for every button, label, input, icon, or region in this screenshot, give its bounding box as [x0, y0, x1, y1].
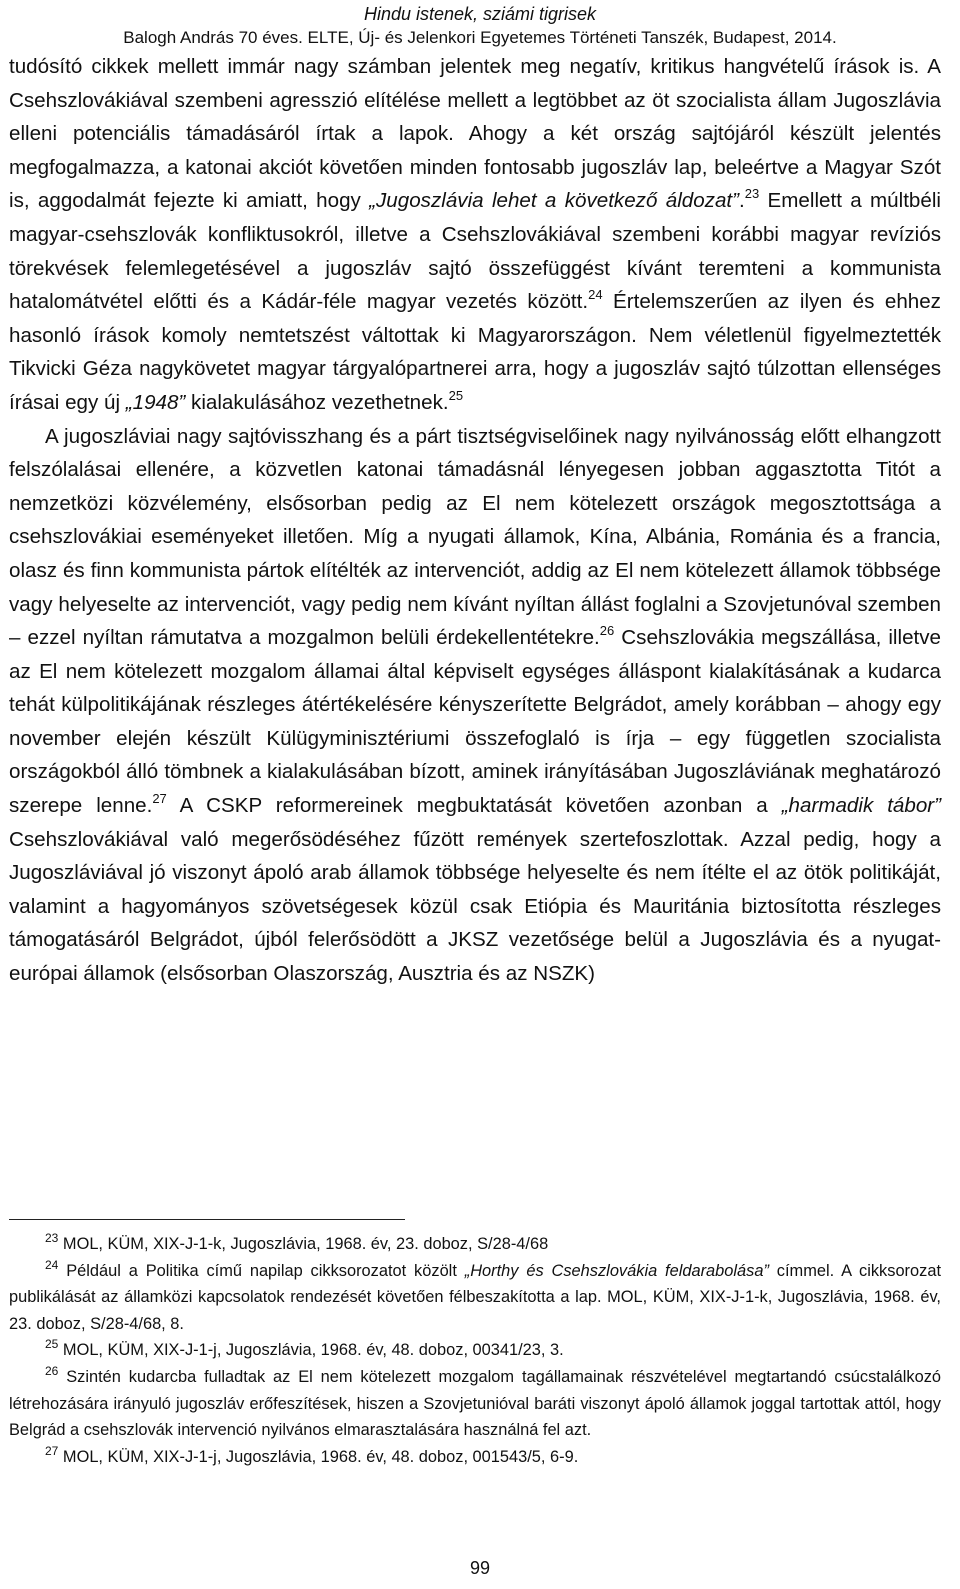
- quote-1948: „1948”: [125, 390, 186, 414]
- footnote-ref-23[interactable]: 23: [744, 186, 760, 202]
- main-text: [9, 50, 941, 991]
- paragraph-2-text-a: A jugoszláviai nagy sajtóvisszhang és a párt tisztségviselőinek nagy nyilvánosság előtt elhangzott felszólalásai ellenére, a közvetlen katonai támadásnál lényegesen jobban aggasztotta Titót a nemzetközi közvélemény, elsősorban pedig az El nem kötelezett országok megosztottsága a csehszlovákiai eseményeket illetően. Míg a nyugati államok, Kína, Albánia, Románia és a francia, olasz és finn kommunista pártok elítélték az intervenciót, addig az El nem kötelezett államok többsége vagy helyeselte az intervenciót, vagy pedig nem kívánt nyíltan állást foglalni a Szovjetunóval szemben – ezzel nyíltan rámutatva a mozgalmon belüli érdekellentétekre.: [9, 424, 941, 650]
- footnote-25: [9, 1337, 941, 1364]
- footnote-text-a: Például a Politika című napilap cikksorozatot közölt: [58, 1261, 465, 1280]
- footnote-number: 23: [45, 1231, 59, 1245]
- paragraph-1: tudósító cikkek mellett immár nagy számban jelentek meg negatív, kritikus hangvételű írások is. A Csehszlovákiával szembeni agresszió elítélése mellett a legtöbbet az öt szocialista állam Jugoszlávia elleni potenciális támadásáról írtak a lapok. Ahogy a két ország sajtójáról készült jelentés megfogalmazza, a katonai akciót követően minden fontosabb jugoszláv lap, beleértve a Magyar Szót is, aggodalmát fejezte ki amiatt, hogy „Jugoszlávia lehet a következő áldozat”.$^{23}$ Emellett a múltbéli magyar-csehszlovák konfliktusokról, illetve a Csehszlovákiával szembeni korábbi magyar revíziós törekvések felemlegetésével a jugoszláv sajtó összefüggést kívánt teremteni a kommunista hatalomátvétel előtti és a Kádár-féle magyar vezetés között.$^{24}$ Értelemszerűen az ilyen és ehhez hasonló írások komoly nemtetszést váltottak ki Magyarországon. Nem véletlenül figyelmeztették Tikvicki Géza nagykövetet magyar tárgyalópartnerei arra, hogy a jugoszláv sajtó túlzottan ellenséges írásai egy új „1948” kialakulásához vezethetnek.$^{25}$: [9, 55, 941, 414]
- footnote-divider: [9, 1219, 405, 1220]
- footnote-quote: „Horthy és Csehszlovákia feldarabolása”: [464, 1261, 769, 1280]
- paragraph-2-text-c: A CSKP reformereinek megbuktatását követően azonban a: [166, 794, 782, 818]
- paragraph-1-text-a: tudósító cikkek mellett immár nagy számban jelentek meg negatív, kritikus hangvételű írások is. A Csehszlovákiával szembeni agresszió elítélése mellett a legtöbbet az öt szocialista állam Jugoszlávia elleni potenciális támadásáról írtak a lapok. Ahogy a két ország sajtójáról készült jelentés megfogalmazza, a katonai akciót követően minden fontosabb jugoszláv lap, beleértve a Magyar Szót is, aggodalmát fejezte ki amiatt, hogy: [9, 55, 941, 213]
- paragraph-2: [9, 420, 941, 991]
- running-header: [0, 2, 960, 50]
- footnote-number: 24: [45, 1257, 59, 1272]
- paragraph-1-text-b: Emellett a múltbéli magyar-csehszlovák konfliktusokról, illetve a Csehszlovákiával szembeni korábbi magyar revíziós törekvések felemlegetésével a jugoszláv sajtó összefüggést kívánt teremteni a kommunista hatalomátvétel előtti és a Kádár-féle magyar vezetés között.: [9, 189, 941, 314]
- paragraph-2-text-d: Csehszlovákiával való megerősödéséhez fűzött remények szertefoszlottak. Azzal pedig, hogy a Jugoszláviával jó viszonyt ápoló arab államok többsége helyeselte és nem ítélte el az ötök politikáját, valamint a hagyományos szövetségesek közül csak Etiópia és Mauritánia biztosította részleges támogatásáról Belgrádot, újból felerősödött a JKSZ vezetősége belül a Jugoszlávia és a nyugat-európai államok (elsősorban Olaszország, Ausztria és az NSZK): [9, 827, 941, 986]
- footnote-text: Szintén kudarcba fulladtak az El nem kötelezett mozgalom tagállamainak részvételével megtartandó csúcstalálkozó létrehozására irányuló jugoszláv erőfeszítések, hiszen a Szovjetunióval baráti viszonyt ápoló államok joggal tartottak attól, hogy Belgrád a csehszlovák intervenció nyilvános elmarasztalására használná fel azt.: [9, 1367, 941, 1440]
- paragraph-1-text-d: kialakulásához vezethetnek.: [185, 390, 449, 414]
- footnote-ref-25[interactable]: 25: [448, 387, 464, 403]
- footnote-text: MOL, KÜM, XIX-J-1-j, Jugoszlávia, 1968. év, 48. doboz, 00341/23, 3.: [58, 1341, 564, 1360]
- quote-harmadik-tabor: „harmadik tábor”: [781, 794, 941, 818]
- footnote-26: [9, 1364, 941, 1444]
- footnote-27: [9, 1444, 941, 1471]
- paragraph-2-text-b: Csehszlovákia megszállása, illetve az El nem kötelezett mozgalom államai által képviselt egységes álláspont kialakításának a kudarca tehát külpolitikájának részleges átértékelésére kényszerítette Belgrádot, amely korábban – ahogy egy november elején készült Külügyminisztériumi összefoglaló is írja – egy független szocialista országokból álló tömbnek a kialakulásában bízott, aminek irányításában Jugoszláviának meghatározó szerepe lenne.: [9, 626, 941, 818]
- paragraph-1-text-c: Értelemszerűen az ilyen és ehhez hasonló írások komoly nemtetszést váltottak ki Magyarországon. Nem véletlenül figyelmeztették Tikvicki Géza nagykövetet magyar tárgyalópartnerei arra, hogy a jugoszláv sajtó túlzottan ellenséges írásai egy új: [9, 290, 941, 414]
- page-number: 99: [469, 1558, 491, 1578]
- footnote-ref-26[interactable]: 26: [599, 623, 615, 639]
- footnote-ref-27[interactable]: 27: [152, 791, 167, 807]
- footnote-text: MOL, KÜM, XIX-J-1-j, Jugoszlávia, 1968. év, 48. doboz, 001543/5, 6-9.: [58, 1447, 579, 1466]
- header-title: Hindu istenek, sziámi tigrisek: [363, 4, 597, 24]
- footnote-number: 27: [45, 1443, 59, 1458]
- footnote-24: [9, 1258, 941, 1338]
- footnotes: [9, 1231, 941, 1470]
- footnote-text: MOL, KÜM, XIX-J-1-k, Jugoszlávia, 1968. év, 23. doboz, S/28-4/68: [58, 1235, 549, 1253]
- footnote-23: [9, 1231, 941, 1258]
- footnote-number: 25: [45, 1337, 59, 1352]
- footnote-ref-24[interactable]: 24: [588, 287, 603, 303]
- footnote-text-b: címmel. A cikksorozat publikálását az államközi kapcsolatok rendezését követően félbeszakította a lap. MOL, KÜM, XIX-J-1-k, Jugoszlávia, 1968. év, 23. doboz, S/28-4/68, 8.: [9, 1261, 941, 1333]
- header-subtitle: Balogh András 70 éves. ELTE, Új- és Jelenkori Egyetemes Történeti Tanszék, Budapest, 2014.: [123, 28, 837, 47]
- quote-jugoszlavia: „Jugoszlávia lehet a következő áldozat”: [369, 189, 740, 213]
- footnote-number: 26: [45, 1363, 59, 1378]
